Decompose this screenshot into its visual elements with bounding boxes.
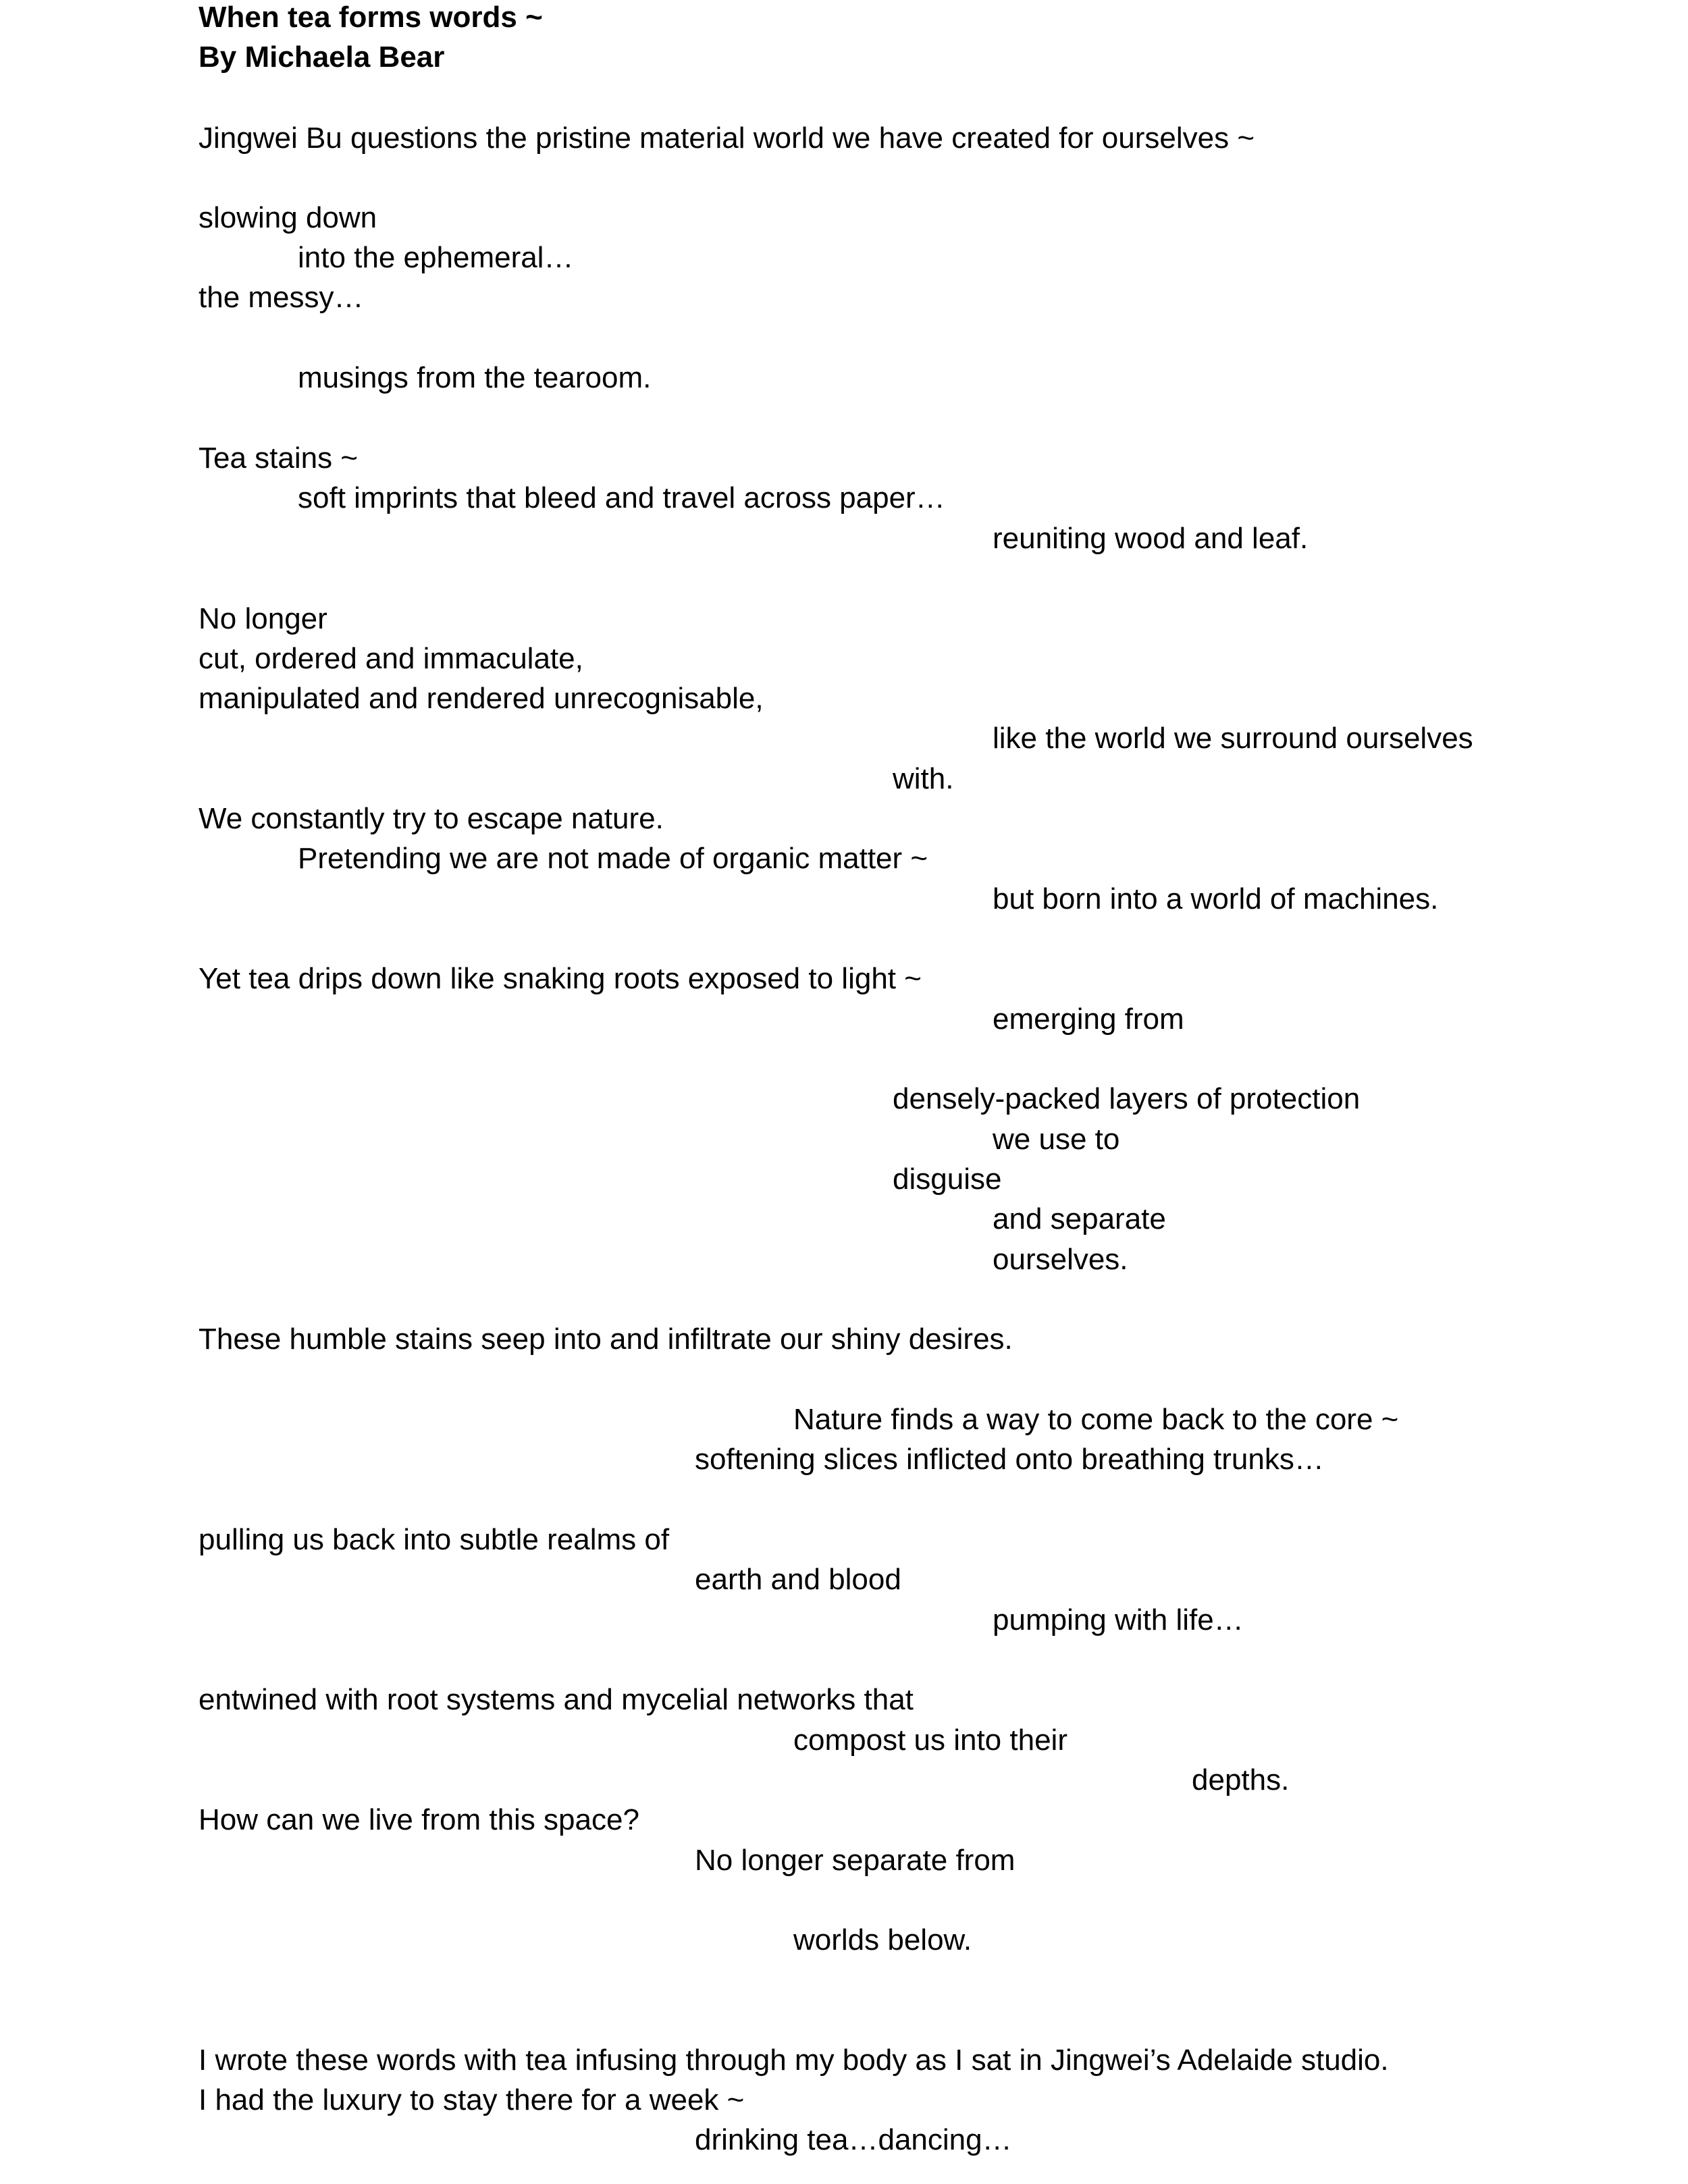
- poem-line: compost us into their: [793, 1724, 1067, 1757]
- poem-line: and separate: [993, 1202, 1166, 1235]
- poem-line: Pretending we are not made of organic matter ~: [298, 842, 928, 875]
- closing-line: drinking tea…dancing…: [695, 2123, 1012, 2156]
- poem-line: softening slices inflicted onto breathing trunks…: [695, 1443, 1324, 1476]
- closing-line: I wrote these words with tea infusing through my body as I sat in Jingwei’s Adelaide studio.: [199, 2044, 1389, 2077]
- poem-title: When tea forms words ~: [199, 1, 543, 34]
- poem-line: the messy…: [199, 281, 364, 314]
- poem-line: No longer separate from: [695, 1844, 1016, 1877]
- poem-line: pulling us back into subtle realms of: [199, 1523, 670, 1556]
- poem-line: with.: [893, 762, 954, 795]
- poem-line: We constantly try to escape nature.: [199, 802, 664, 835]
- poem-line: we use to: [993, 1123, 1120, 1156]
- poem-line: musings from the tearoom.: [298, 361, 652, 394]
- poem-line: worlds below.: [793, 1923, 972, 1956]
- poem-line: disguise: [893, 1163, 1002, 1196]
- poem-line: slowing down: [199, 201, 377, 234]
- poem-line: manipulated and rendered unrecognisable,: [199, 682, 764, 715]
- poem-line: These humble stains seep into and infiltrate our shiny desires.: [199, 1323, 1013, 1356]
- poem-line: earth and blood: [695, 1563, 901, 1596]
- poem-author: By Michaela Bear: [199, 41, 445, 74]
- poem-line: pumping with life…: [993, 1603, 1244, 1636]
- poem-line: densely-packed layers of protection: [893, 1082, 1361, 1115]
- poem-line: Tea stains ~: [199, 442, 359, 475]
- poem-line: depths.: [1192, 1763, 1290, 1796]
- poem-line: emerging from: [993, 1003, 1184, 1036]
- poem-line: like the world we surround ourselves: [993, 722, 1473, 755]
- poem-line: soft imprints that bleed and travel across paper…: [298, 481, 945, 514]
- poem-line: into the ephemeral…: [298, 241, 574, 274]
- poem-line: How can we live from this space?: [199, 1803, 639, 1836]
- poem-line: cut, ordered and immaculate,: [199, 642, 583, 675]
- poem-line: but born into a world of machines.: [993, 882, 1439, 915]
- poem-line: ourselves.: [993, 1243, 1128, 1276]
- intro-line: Jingwei Bu questions the pristine material world we have created for ourselves ~: [199, 122, 1255, 155]
- poem-line: No longer: [199, 602, 327, 635]
- poem-line: Yet tea drips down like snaking roots exposed to light ~: [199, 962, 922, 995]
- poem-line: entwined with root systems and mycelial networks that: [199, 1683, 914, 1716]
- poem-line: reuniting wood and leaf.: [993, 522, 1309, 555]
- poem-line: Nature finds a way to come back to the core ~: [793, 1403, 1399, 1436]
- closing-line: I had the luxury to stay there for a week ~: [199, 2083, 745, 2116]
